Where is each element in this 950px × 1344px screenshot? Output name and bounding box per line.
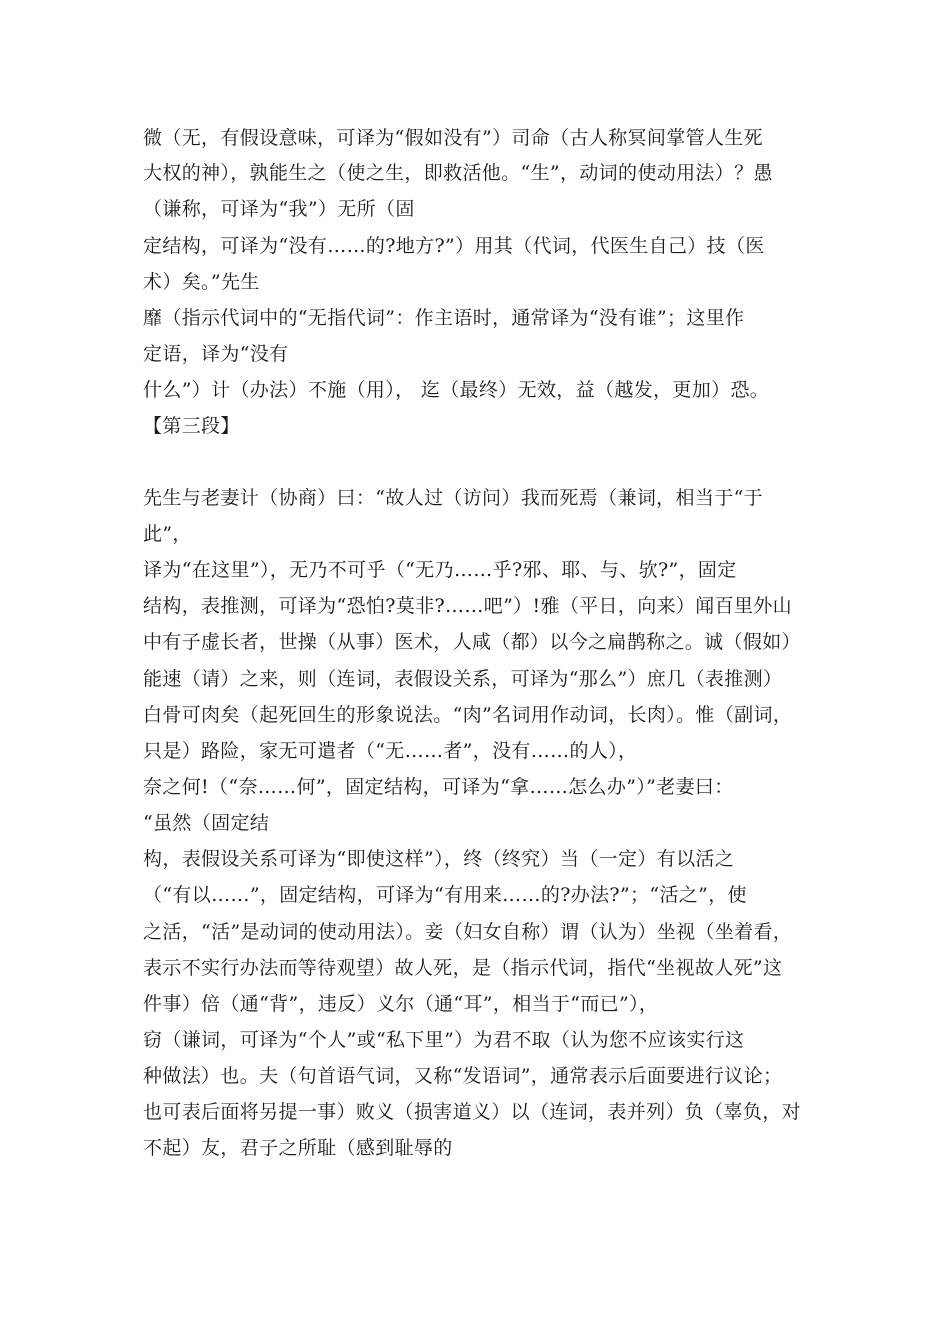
- text-line: 种做法）也。夫（句首语气词，又称“发语词”，通常表示后面要进行议论；: [143, 1065, 783, 1087]
- text-line: 微（无，有假设意味，可译为“假如没有”）司命（古人称冥间掌管人生死: [143, 127, 763, 149]
- text-line: 此”，: [143, 523, 192, 545]
- text-line: 术）矣。”先生: [143, 271, 260, 293]
- text-line: 也可表后面将另提一事）败义（损害道义）以（连词，表并列）负（辜负，对: [143, 1101, 801, 1123]
- text-line: 什么”）计（办法）不施（用）， 迄（最终）无效，益（越发，更加）恐。: [143, 379, 770, 401]
- text-line: 件事）倍（通“背”，违反）义尔（通“耳”，相当于“而已”），: [143, 993, 659, 1015]
- text-line: 之活，“活”是动词的使动用法）。妾（妇女自称）谓（认为）坐视（坐着看，: [143, 921, 793, 943]
- text-line: 大权的神），孰能生之（使之生，即救活他。“生”，动词的使动用法）？愚: [143, 162, 773, 184]
- text-line: 定结构，可译为“没有……的?地方?”）用其（代词，代医生自己）技（医: [143, 235, 765, 257]
- text-line: 奈之何!（“奈……何”，固定结构，可译为“拿……怎么办”）”老妻曰：: [143, 776, 734, 798]
- text-line: 靡（指示代词中的“无指代词”：作主语时，通常译为“没有谁”；这里作: [143, 307, 745, 329]
- text-line: 定语，译为“没有: [143, 343, 289, 365]
- text-line: 只是）路险，家无可遣者（“无……者”，没有……的人），: [143, 740, 638, 762]
- text-line: 窃（谦词，可译为“个人”或“私下里”）为君不取（认为您不应该实行这: [143, 1029, 745, 1051]
- text-line: 构，表假设关系可译为“即使这样”），终（终究）当（一定）有以活之: [143, 848, 735, 870]
- text-line: （谦称，可译为“我”）无所（固: [143, 198, 415, 220]
- text-line: 结构，表推测，可译为“恐怕?莫非?……吧”）!雅（平日，向来）闻百里外山: [143, 595, 793, 617]
- text-line: 先生与老妻计（协商）曰：“故人过（访问）我而死焉（兼词，相当于“于: [143, 487, 763, 509]
- text-line: 译为“在这里”），无乃不可乎（“无乃……乎?邪、耶、与、欤?”，固定: [143, 559, 737, 581]
- text-line: 白骨可肉矣（起死回生的形象说法。“肉”名词用作动词，长肉）。惟（副词，: [143, 704, 793, 726]
- text-line: （“有以……”，固定结构，可译为“有用来……的?办法?”；“活之”，使: [143, 884, 747, 906]
- text-line: 表示不实行办法而等待观望）故人死，是（指示代词，指代“坐视故人死”这: [143, 957, 783, 979]
- text-line: 中有子虚长者，世操（从事）医术，人咸（都）以今之扁鹊称之。诚（假如）: [143, 631, 801, 653]
- text-line: 不起）友，君子之所耻（感到耻辱的: [143, 1137, 453, 1159]
- text-line: “虽然（固定结: [143, 812, 270, 834]
- text-line: 能速（请）之来，则（连词，表假设关系，可译为“那么”）庶几（表推测）: [143, 668, 783, 690]
- section-heading: 【第三段】: [143, 415, 240, 437]
